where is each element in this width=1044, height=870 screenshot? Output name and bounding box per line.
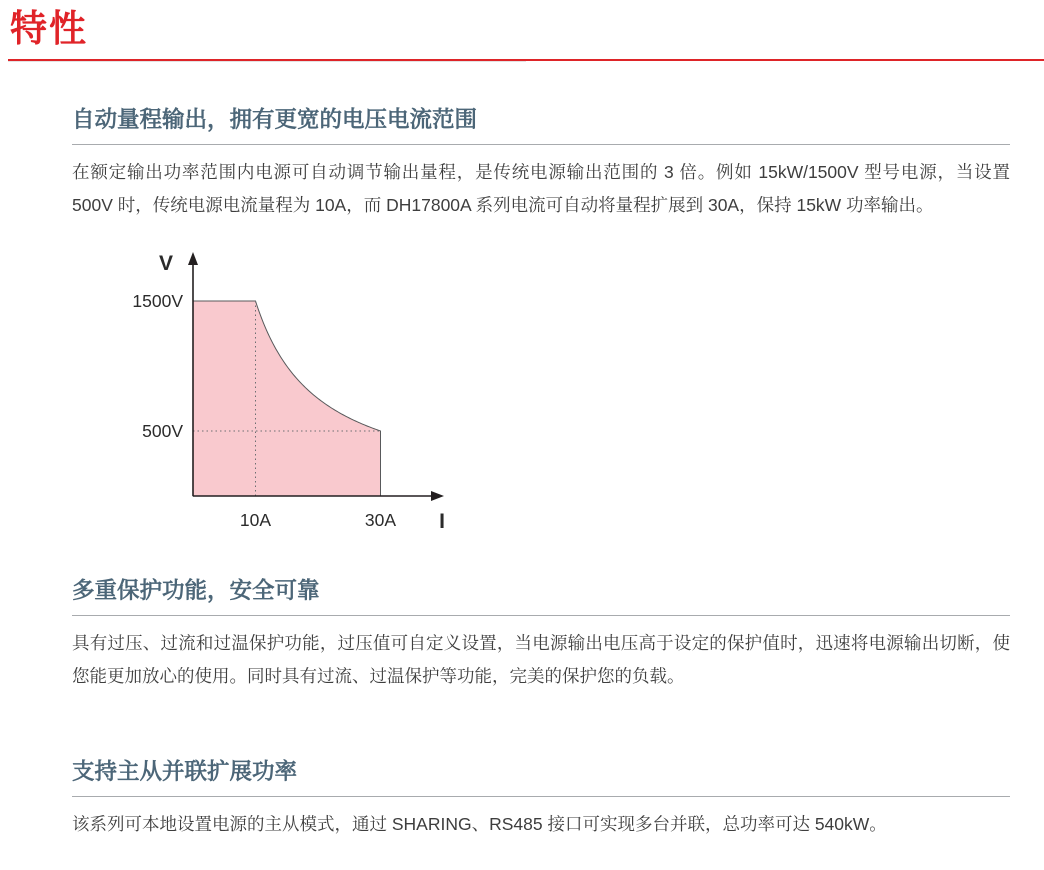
section-auto-range-body: 在额定输出功率范围内电源可自动调节输出量程，是传统电源输出范围的 3 倍。例如 15kW/1500V 型号电源，当设置 500V 时，传统电源电流量程为 10A，而 DH17800A 系列电流可自动将量程扩展到 30A，保持 15kW 功率输出。	[72, 162, 1010, 215]
title-divider	[8, 59, 1044, 61]
vi-range-chart-canvas	[128, 244, 468, 546]
section-parallel	[72, 757, 1010, 841]
section-protection-heading: 多重保护功能，安全可靠	[72, 576, 1010, 616]
section-parallel-body: 该系列可本地设置电源的主从模式，通过 SHARING、RS485 接口可实现多台并联，总功率可达 540kW。	[72, 814, 887, 834]
datasheet-page	[0, 6, 1044, 870]
section-protection-body: 具有过压、过流和过温保护功能，过压值可自定义设置，当电源输出电压高于设定的保护值时，迅速将电源输出切断，使您能更加放心的使用。同时具有过流、过温保护等功能，完美的保护您的负载。	[72, 633, 1010, 686]
page-content	[72, 105, 1010, 841]
x-axis-arrow	[431, 491, 444, 501]
section-auto-range-heading: 自动量程输出，拥有更宽的电压电流范围	[72, 105, 1010, 145]
section-protection	[72, 576, 1010, 693]
y-tick-1500v: 1500V	[132, 291, 183, 311]
page-title: 特性	[10, 8, 88, 49]
y-axis-label: V	[158, 252, 173, 275]
x-tick-30a: 30A	[364, 510, 397, 530]
constant-power-region	[193, 301, 381, 496]
vi-range-chart	[128, 244, 468, 546]
section-parallel-heading: 支持主从并联扩展功率	[72, 757, 1010, 797]
section-auto-range	[72, 105, 1010, 546]
x-tick-10a: 10A	[239, 510, 272, 530]
y-tick-500v: 500V	[142, 421, 183, 441]
y-axis-arrow	[188, 252, 198, 265]
x-axis-label: I	[439, 510, 445, 533]
